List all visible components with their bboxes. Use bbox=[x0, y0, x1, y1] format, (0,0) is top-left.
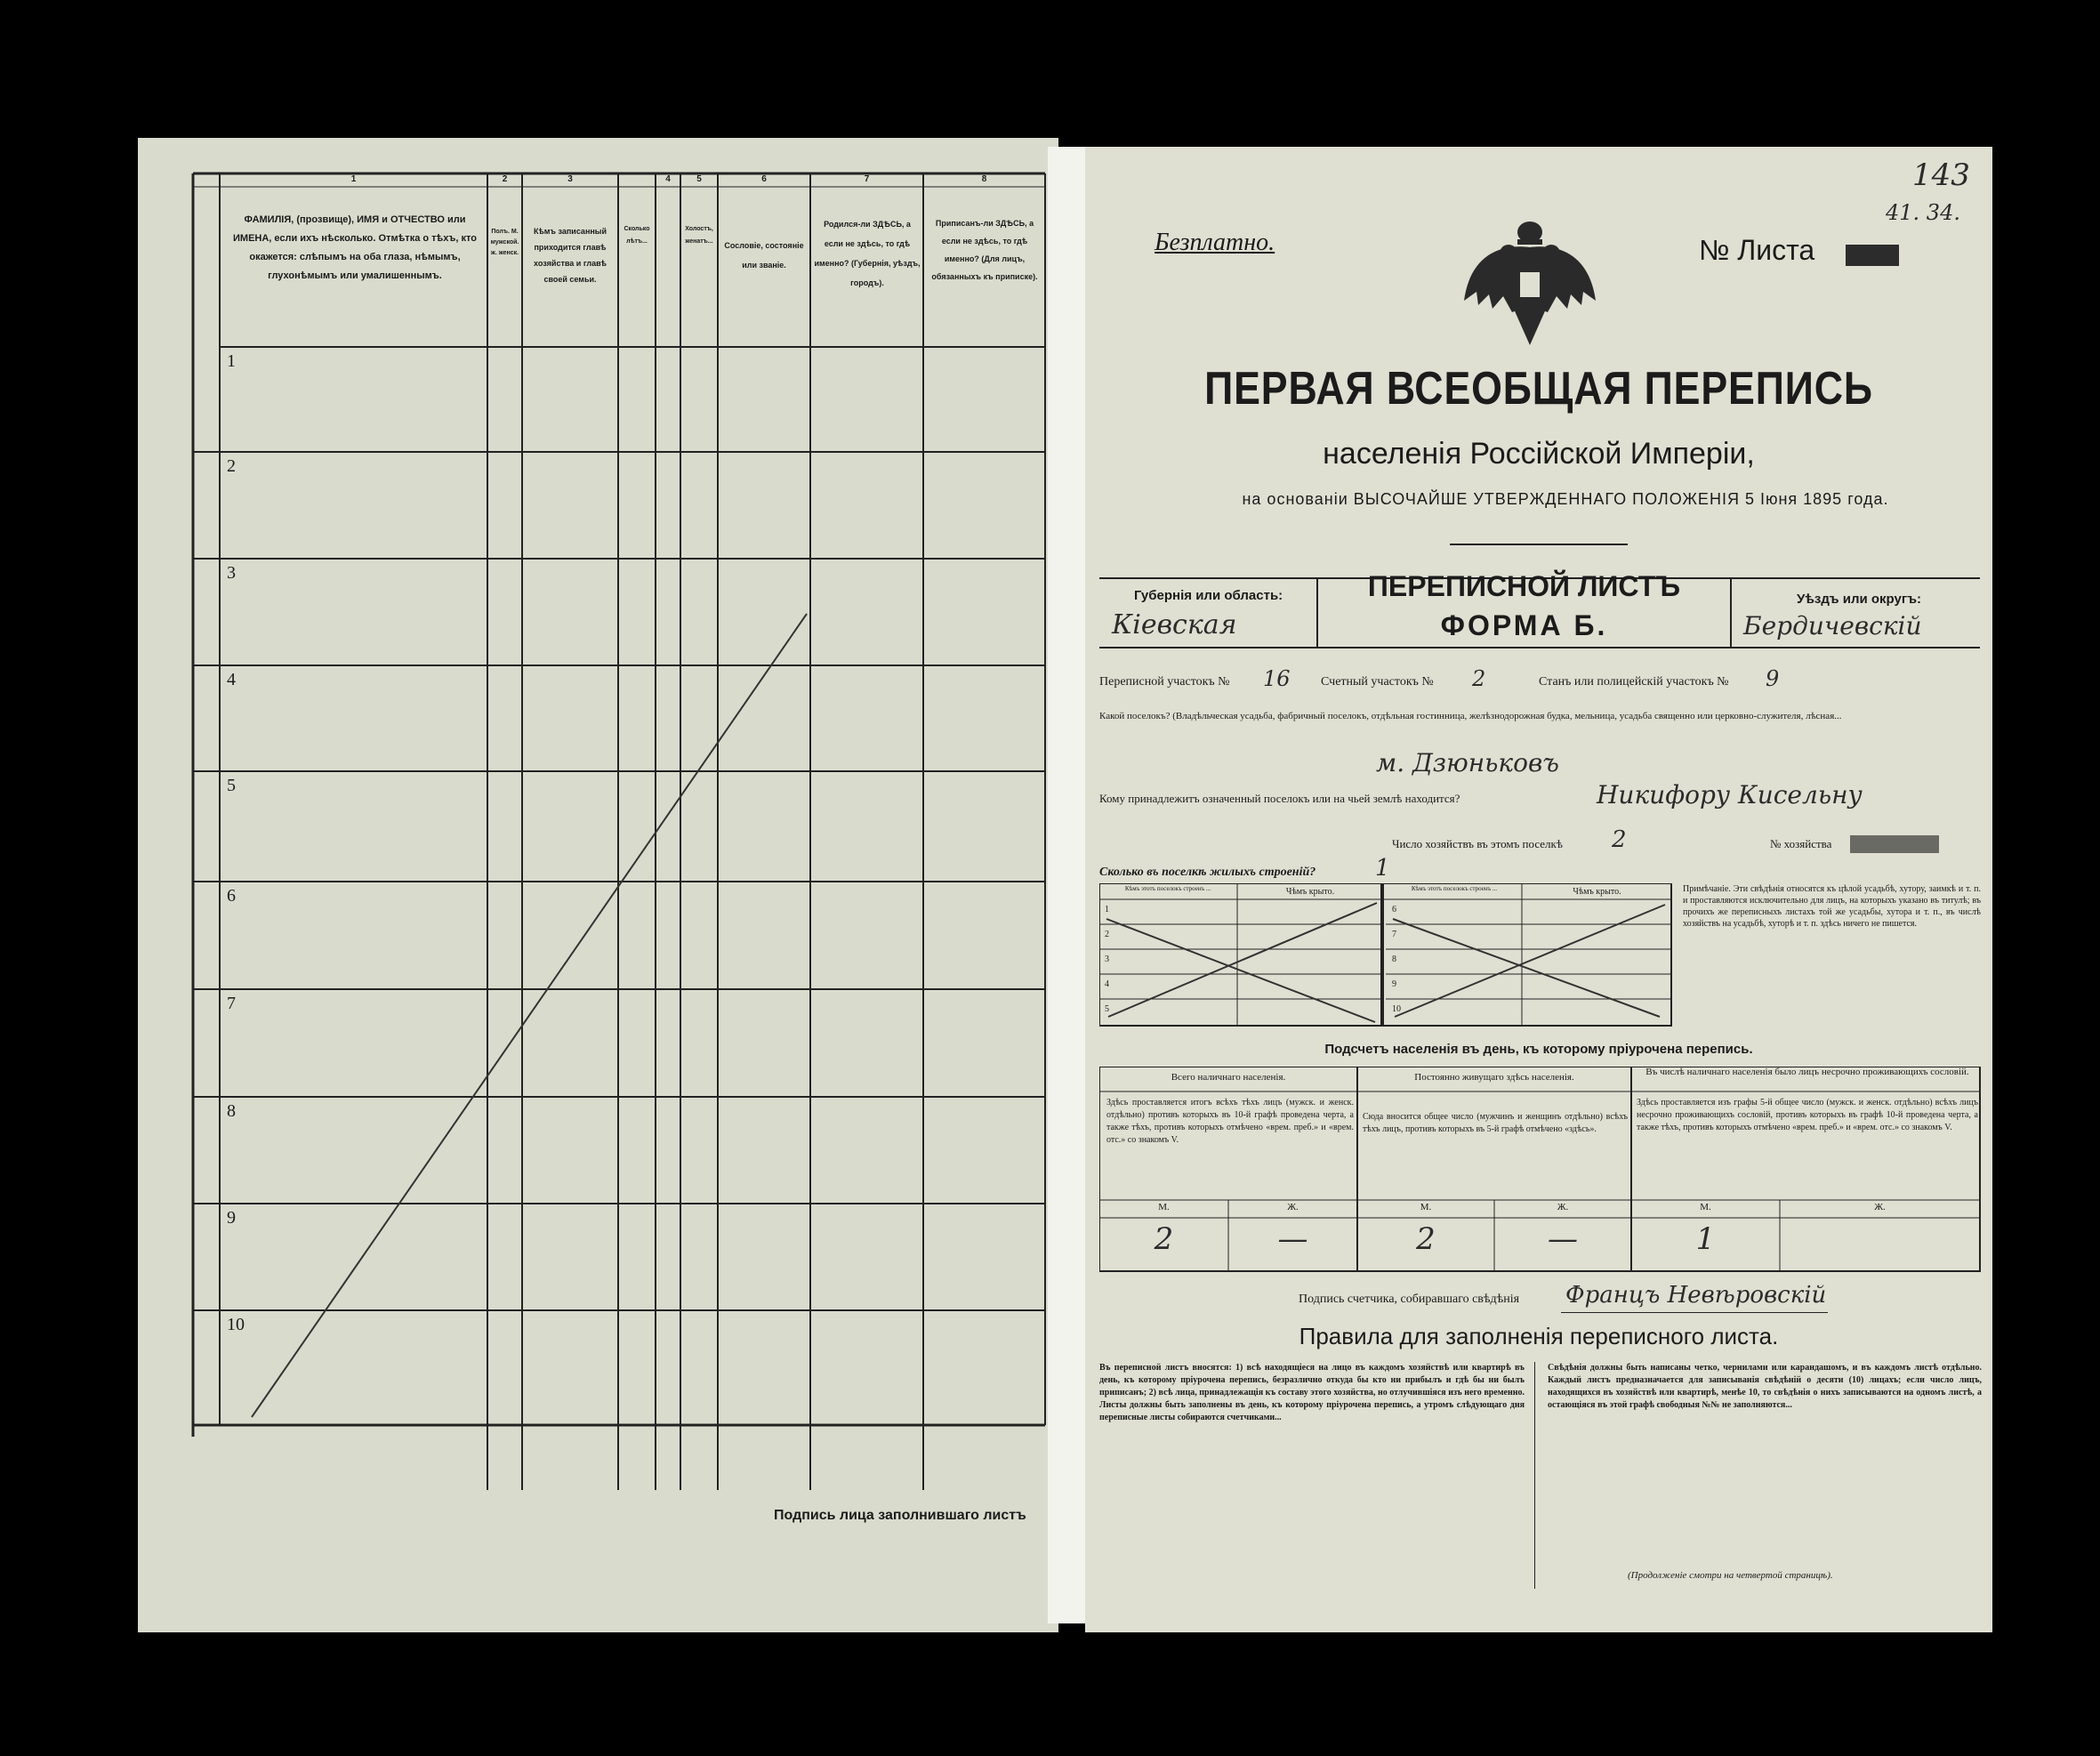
rules-title: Правила для заполненія переписного листа. bbox=[1299, 1323, 1779, 1349]
census-subtitle: населенія Россійской Имперіи, bbox=[1323, 437, 1755, 471]
count-area-value: 2 bbox=[1472, 666, 1486, 691]
totals-header: Всего наличнаго населенія. bbox=[1171, 1072, 1286, 1083]
household-no-stamp bbox=[1850, 835, 1939, 853]
totals-value: — bbox=[1548, 1221, 1578, 1257]
buildings-label: Сколько въ поселкѣ жилыхъ строеній? bbox=[1099, 866, 1316, 879]
count-area-label: Счетный участокъ № bbox=[1321, 675, 1434, 689]
police-area-label: Станъ или полицейскій участокъ № bbox=[1539, 675, 1729, 689]
column-number: 7 bbox=[864, 174, 870, 184]
note-text: Примѣчаніе. Эти свѣдѣнія относятся къ цѣлой усадьбѣ, хутору, заимкѣ и т. п. и проставляются исключительно для лицъ, на которыхъ указано въ титулѣ; въ прочихъ же переписныхъ листахъ той же усадьбы, хутора и т. п., въ числѣ хозяйствъ на усадьбѣ, хуторѣ и т. п. здѣсь ничего не пишется. bbox=[1683, 884, 1981, 929]
rules-continued: (Продолженіе смотри на четвертой страницѣ). bbox=[1628, 1570, 1833, 1581]
title-rule bbox=[1450, 544, 1628, 545]
sex-label: Ж. bbox=[1557, 1202, 1569, 1212]
totals-value: 1 bbox=[1695, 1221, 1716, 1257]
column-number: 6 bbox=[761, 174, 767, 184]
totals-header: Постоянно живущаго здѣсь населенія. bbox=[1414, 1072, 1574, 1083]
small-row-number: 10 bbox=[1392, 1004, 1401, 1014]
buildings-value: 1 bbox=[1375, 855, 1390, 882]
form-name: ФОРМА Б. bbox=[1440, 609, 1608, 641]
sheet-number-label: № Листа bbox=[1699, 234, 1815, 266]
header-sex: Полъ. М. мужской. ж. женск. bbox=[490, 229, 519, 256]
census-area-value: 16 bbox=[1263, 666, 1291, 691]
imperial-eagle-icon bbox=[1459, 216, 1601, 350]
column-number: 4 bbox=[665, 174, 671, 184]
small-row-number: 9 bbox=[1392, 979, 1396, 989]
census-basis: на основаніи ВЫСОЧАЙШЕ УТВЕРЖДЕННАГО ПОЛОЖЕНІЯ 5 Іюня 1895 года. bbox=[1242, 490, 1889, 508]
column-number: 8 bbox=[981, 174, 987, 184]
header-divider-right bbox=[1730, 577, 1732, 648]
owner-question: Кому принадлежитъ означенный поселокъ или на чьей землѣ находится? bbox=[1099, 792, 1460, 805]
row-number: 1 bbox=[227, 351, 236, 371]
header-age: Сколько лѣтъ... bbox=[624, 226, 650, 245]
owner-value: Никифору Кисельну bbox=[1597, 780, 1863, 810]
totals-value: 2 bbox=[1154, 1221, 1174, 1257]
small-row-number: 8 bbox=[1392, 955, 1396, 964]
district-label: Уѣздъ или округъ: bbox=[1797, 592, 1922, 607]
household-no-label: № хозяйства bbox=[1770, 837, 1832, 850]
small-table-header: Чѣмъ крыто. bbox=[1573, 887, 1621, 897]
census-area-label: Переписной участокъ № bbox=[1099, 675, 1230, 689]
small-row-number: 2 bbox=[1105, 930, 1109, 939]
header-relation: Кѣмъ записанный приходится главѣ хозяйства и главѣ своей семьи. bbox=[533, 227, 607, 284]
row-number: 4 bbox=[227, 670, 236, 689]
page-gutter bbox=[1048, 147, 1090, 1623]
small-table-header: Чѣмъ крыто. bbox=[1285, 887, 1335, 897]
district-value: Бердичевскій bbox=[1743, 611, 1922, 640]
enumerator-label: Подпись счетчика, собиравшаго свѣдѣнія bbox=[1299, 1293, 1520, 1306]
row-number: 5 bbox=[227, 776, 236, 795]
column-number: 1 bbox=[350, 174, 357, 184]
free-label: Безплатно. bbox=[1155, 229, 1275, 256]
row-number: 7 bbox=[227, 994, 236, 1013]
totals-value: 2 bbox=[1416, 1221, 1436, 1257]
corner-number: 143 bbox=[1912, 157, 1970, 193]
row-number: 6 bbox=[227, 886, 236, 906]
totals-title: Подсчетъ населенія въ день, къ которому пріурочена перепись. bbox=[1324, 1042, 1753, 1057]
households-label: Число хозяйствъ въ этомъ поселкѣ bbox=[1392, 837, 1563, 850]
sex-label: М. bbox=[1700, 1202, 1711, 1212]
small-row-number: 7 bbox=[1392, 930, 1396, 939]
small-row-number: 5 bbox=[1105, 1004, 1109, 1014]
rules-divider bbox=[1534, 1362, 1535, 1589]
small-table-header: Кѣмъ этотъ поселокъ строенъ ... bbox=[1411, 885, 1498, 892]
header-marital: Холостъ, женатъ... bbox=[685, 226, 713, 245]
enumerator-signature-line bbox=[1561, 1312, 1828, 1313]
small-row-number: 3 bbox=[1105, 955, 1109, 964]
totals-header: Въ числѣ наличнаго населенія было лицъ несрочно проживающихъ сословій. bbox=[1645, 1067, 1969, 1077]
right-page bbox=[1085, 147, 1992, 1632]
province-value: Кіевская bbox=[1112, 609, 1237, 640]
sex-label: М. bbox=[1158, 1202, 1170, 1212]
row-number: 10 bbox=[227, 1315, 245, 1334]
totals-value: — bbox=[1277, 1221, 1308, 1257]
header-registered: Приписанъ-ли ЗДѢСЬ, а если не здѣсь, то гдѣ именно? (Для лицъ, обязанныхъ къ приписке). bbox=[931, 219, 1038, 281]
row-number: 9 bbox=[227, 1208, 236, 1228]
column-number: 5 bbox=[696, 174, 702, 184]
header-rule-bottom bbox=[1099, 647, 1980, 648]
totals-desc: Сюда вносится общее число (мужчинъ и женщинъ отдѣльно) всѣхъ тѣхъ лицъ, противъ которыхъ въ 5-й графѣ отмѣчено «здѣсь». bbox=[1363, 1112, 1628, 1134]
left-form-grid bbox=[138, 138, 1058, 1632]
enumerator-signature: Францъ Невѣровскій bbox=[1565, 1282, 1827, 1309]
header-birthplace: Родился-ли ЗДѢСЬ, а если не здѣсь, то гдѣ именно? (Губернія, уѣздъ, городъ). bbox=[814, 220, 921, 287]
header-estate: Сословіе, состояніе или званіе. bbox=[724, 241, 804, 270]
province-label: Губернія или область: bbox=[1134, 588, 1283, 603]
sex-label: Ж. bbox=[1287, 1202, 1299, 1212]
sheet-number-stamp bbox=[1846, 245, 1899, 266]
signature-label: Подпись лица заполнившаго листъ bbox=[774, 1508, 1026, 1523]
small-row-number: 6 bbox=[1392, 905, 1396, 914]
header-name: ФАМИЛІЯ, (прозвище), ИМЯ и ОТЧЕСТВО или ИМЕНА, если ихъ нѣсколько. Отмѣтка о тѣхъ, кто окажется: слѣпымъ на оба глаза, нѣмымъ, глухонѣмымъ или умалишеннымъ. bbox=[233, 214, 477, 281]
left-page bbox=[138, 138, 1058, 1632]
buildings-table bbox=[1099, 883, 1673, 1027]
row-number: 3 bbox=[227, 563, 236, 583]
rules-right: Свѣдѣнія должны быть написаны четко, чернилами или карандашомъ, и въ каждомъ листѣ отдѣльно. Каждый листъ предназначается для записыванія свѣдѣній о десяти (10) лицахъ; если число лицъ, находящихся въ хозяйствѣ или квартирѣ, менѣе 10, то свѣдѣнія о нихъ записываются на одномъ листѣ, а остающіяся въ этой графѣ свободныя №№ не заполняются... bbox=[1548, 1363, 1982, 1410]
small-row-number: 4 bbox=[1105, 979, 1109, 989]
settlement-value: м. Дзюньковъ bbox=[1376, 748, 1559, 777]
row-number: 8 bbox=[227, 1101, 236, 1121]
corner-sub: 41. 34. bbox=[1886, 200, 1960, 225]
small-row-number: 1 bbox=[1105, 905, 1109, 914]
census-title: ПЕРВАЯ ВСЕОБЩАЯ ПЕРЕПИСЬ bbox=[1204, 363, 1873, 415]
sex-label: М. bbox=[1420, 1202, 1432, 1212]
totals-desc: Здѣсь проставляется изъ графы 5-й общее число (мужск. и женск. отдѣльно) всѣхъ лицъ несрочно проживающихъ сословій, противъ которыхъ въ графѣ 10-й проведена черта, а также тѣхъ, противъ которыхъ отмѣчено «врем. преб.» и «врем. отс.» со знакомъ V. bbox=[1637, 1098, 1978, 1132]
column-number: 2 bbox=[502, 174, 508, 184]
small-table-header: Кѣмъ этотъ поселокъ строенъ ... bbox=[1124, 885, 1211, 892]
sex-label: Ж. bbox=[1874, 1202, 1886, 1212]
police-area-value: 9 bbox=[1766, 666, 1780, 691]
form-title: ПЕРЕПИСНОЙ ЛИСТЪ bbox=[1367, 570, 1681, 602]
totals-desc: Здѣсь проставляется итогъ всѣхъ тѣхъ лицъ (мужск. и женск. отдѣльно) противъ которыхъ въ 10-й графѣ проведена черта, а также тѣхъ, противъ которыхъ отмѣчено «врем. преб.» и «врем. отс.» со знакомъ V. bbox=[1106, 1098, 1354, 1145]
households-value: 2 bbox=[1612, 826, 1627, 853]
settlement-question: Какой поселокъ? (Владѣльческая усадьба, фабричный поселокъ, отдѣльная гостинница, желѣзнодорожная будка, мельница, усадьба священно или церковно-служителя, лѣсная... bbox=[1099, 711, 1842, 721]
column-number: 3 bbox=[567, 174, 573, 184]
rules-left: Въ переписной листъ вносятся: 1) всѣ находящіеся на лицо въ каждомъ хозяйствѣ или квартирѣ въ день, къ которому пріурочена перепись, безразлично откуда бы кто ни прибылъ и гдѣ бы ни былъ приписанъ; 2) всѣ лица, принадлежащія къ составу этого хозяйства, но отлучившіяся изъ него временно. Листы должны быть заполнены въ день, къ которому пріурочена перепись, а утромъ слѣдующаго дня переписные листы собираются счетчиками... bbox=[1099, 1363, 1525, 1422]
row-number: 2 bbox=[227, 456, 236, 476]
